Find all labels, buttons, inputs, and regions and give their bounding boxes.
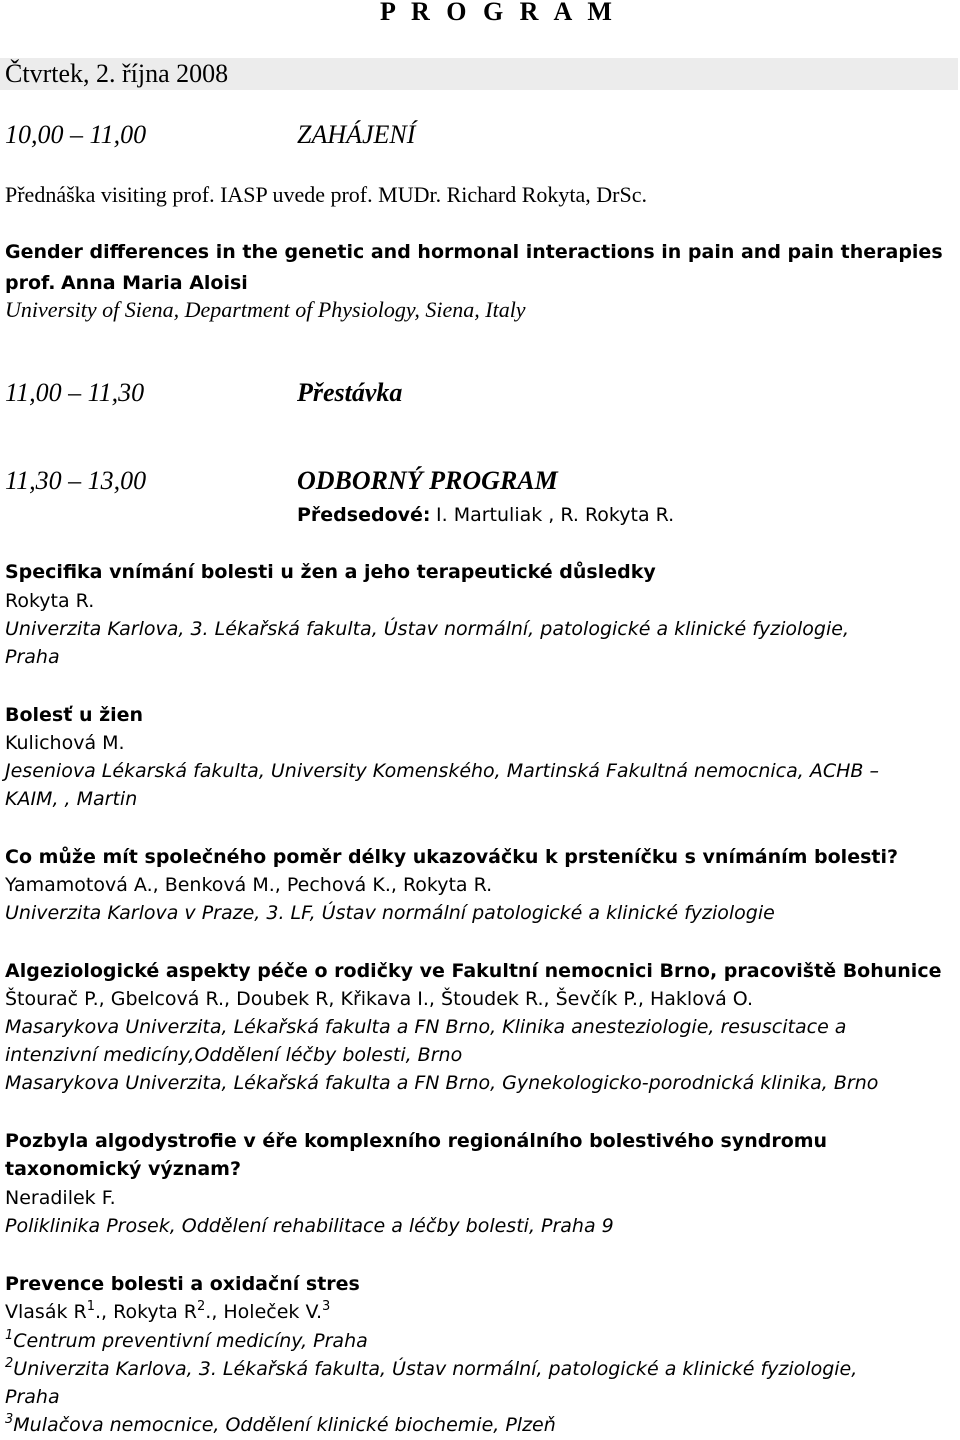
session-time: 11,30 – 13,00 [5,466,147,495]
talk-title-continued: taxonomický význam? [5,1158,241,1180]
session-chairs [297,500,674,529]
chairs-names: I. Martuliak , R. Rokyta R. [436,504,675,526]
author-superscript: 2 [197,1299,206,1314]
opening-speaker [5,268,248,297]
talk-affiliation [5,1383,60,1411]
affiliation-text: Univerzita Karlova, 3. Lékařská fakulta, Ústav normální, patologické a klinické fyziologie, [13,1358,858,1380]
break-time: 11,00 – 11,30 [5,378,145,407]
talk-affiliation: KAIM, , Martin [5,788,138,810]
day-label: Čtvrtek, 2. října 2008 [5,59,229,88]
opening-lecture-title: Gender differences in the genetic and hormonal interactions in pain and pain therapies [5,241,943,263]
talk-authors: Neradilek F. [5,1187,116,1209]
break-label: Přestávka [297,378,403,407]
affiliation-text: Mulačova nemocnice, Oddělení klinické biochemie, Plzeň [13,1414,556,1436]
talk-authors [5,1298,330,1326]
talk-authors: Yamamotová A., Benková M., Pechová K., Rokyta R. [5,874,493,896]
speaker-name: Anna Maria Aloisi [60,272,248,294]
author-superscript: 3 [322,1299,331,1314]
opening-affiliation: University of Siena, Department of Physiology, Siena, Italy [5,297,526,322]
talk-title: Co může mít společného poměr délky ukazováčku k prsteníčku s vnímáním bolesti? [5,846,899,868]
talk-affiliation: Poliklinika Prosek, Oddělení rehabilitace a léčby bolesti, Praha 9 [5,1215,614,1237]
author-name: ., Rokyta R [95,1301,197,1323]
talk-affiliation [5,1355,857,1383]
affiliation-superscript: 3 [5,1412,14,1427]
program-title: P R O G R A M [380,0,617,26]
opening-label: ZAHÁJENÍ [297,120,416,149]
talk-affiliation: Jeseniova Lékarská fakulta, University Komenského, Martinská Fakultná nemocnica, ACHB – [5,760,879,782]
talk-affiliation: Masarykova Univerzita, Lékařská fakulta a FN Brno, Klinika anesteziologie, resuscitace a [5,1016,847,1038]
affiliation-superscript: 1 [5,1328,14,1343]
talk-affiliation [5,1327,368,1355]
talk-title: Algeziologické aspekty péče o rodičky ve Fakultní nemocnici Brno, pracoviště Bohunice [5,960,942,982]
chairs-label: Předsedové: [297,504,431,526]
affiliation-text: Centrum preventivní medicíny, Praha [13,1330,368,1352]
talk-title: Pozbyla algodystrofie v éře komplexního regionálního bolestivého syndromu [5,1130,828,1152]
talk-affiliation: intenzivní medicíny,Oddělení léčby bolesti, Brno [5,1044,463,1066]
talk-authors: Rokyta R. [5,590,95,612]
talk-authors: Kulichová M. [5,732,125,754]
session-label: ODBORNÝ PROGRAM [297,466,558,495]
talk-affiliation: Masarykova Univerzita, Lékařská fakulta a FN Brno, Gynekologicko-porodnická klinika, Brno [5,1072,879,1094]
talk-title: Prevence bolesti a oxidační stres [5,1273,360,1295]
affiliation-text: Praha [5,1386,60,1408]
affiliation-superscript: 2 [5,1356,14,1371]
talk-affiliation [5,1411,556,1439]
talk-title: Bolesť u žien [5,704,144,726]
author-name: Vlasák R [5,1301,87,1323]
talk-affiliation: Univerzita Karlova, 3. Lékařská fakulta, Ústav normální, patologické a klinické fyziologie, [5,618,849,640]
opening-time: 10,00 – 11,00 [5,120,147,149]
author-name: ., Holeček V. [205,1301,323,1323]
talk-title: Specifika vnímání bolesti u žen a jeho terapeutické důsledky [5,561,656,583]
talk-authors: Štourač P., Gbelcová R., Doubek R, Křikava I., Štoudek R., Ševčík P., Haklová O. [5,988,753,1010]
speaker-prefix: prof. [5,272,56,294]
opening-intro: Přednáška visiting prof. IASP uvede prof. MUDr. Richard Rokyta, DrSc. [5,182,647,207]
talk-affiliation: Praha [5,646,60,668]
talk-affiliation: Univerzita Karlova v Praze, 3. LF, Ústav normální patologické a klinické fyziologie [5,902,775,924]
author-superscript: 1 [86,1299,95,1314]
